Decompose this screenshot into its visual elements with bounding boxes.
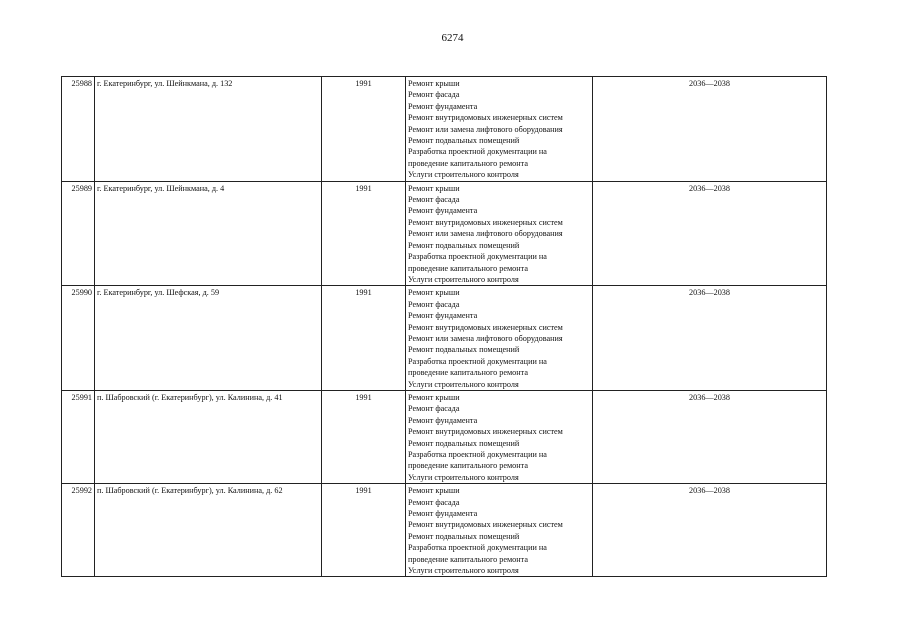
building-address: п. Шабровский (г. Екатеринбург), ул. Калинина, д. 41 [95, 390, 322, 483]
work-item: Ремонт подвальных помещений [408, 531, 520, 541]
commissioning-year: 1991 [322, 286, 406, 391]
work-item: Услуги строительного контроля [408, 274, 519, 284]
work-item: проведение капитального ремонта [408, 158, 528, 168]
works-list [406, 286, 593, 391]
row-number: 25992 [62, 484, 95, 577]
work-item: Ремонт фасада [408, 195, 460, 205]
work-item: Услуги строительного контроля [408, 170, 519, 180]
row-number: 25988 [62, 77, 95, 182]
work-item: Услуги строительного контроля [408, 566, 519, 576]
work-item: Ремонт внутридомовых инженерных систем [408, 520, 563, 530]
work-item: Услуги строительного контроля [408, 472, 519, 482]
work-item: Ремонт крыши [408, 288, 460, 298]
work-item: Ремонт подвальных помещений [408, 345, 520, 355]
work-item: проведение капитального ремонта [408, 554, 528, 564]
work-item: проведение капитального ремонта [408, 263, 528, 273]
work-item: Ремонт фундамента [408, 415, 478, 425]
building-address: п. Шабровский (г. Екатеринбург), ул. Калинина, д. 62 [95, 484, 322, 577]
table-body [62, 77, 827, 577]
work-item: Ремонт фундамента [408, 311, 478, 321]
work-item: Ремонт подвальных помещений [408, 438, 520, 448]
work-item: Ремонт внутридомовых инженерных систем [408, 217, 563, 227]
commissioning-year: 1991 [322, 390, 406, 483]
repair-period: 2036—2038 [593, 390, 827, 483]
building-address: г. Екатеринбург, ул. Шейнкмана, д. 4 [95, 181, 322, 286]
work-item: Ремонт фасада [408, 497, 460, 507]
work-item: Ремонт крыши [408, 183, 460, 193]
works-list [406, 77, 593, 182]
commissioning-year: 1991 [322, 77, 406, 182]
repair-period: 2036—2038 [593, 484, 827, 577]
table-row [62, 286, 827, 391]
work-item: Ремонт фундамента [408, 509, 478, 519]
repair-period: 2036—2038 [593, 181, 827, 286]
work-item: проведение капитального ремонта [408, 368, 528, 378]
work-item: Ремонт фундамента [408, 101, 478, 111]
repair-schedule-table [61, 76, 827, 577]
work-item: Разработка проектной документации на [408, 543, 547, 553]
works-list [406, 484, 593, 577]
work-item: Ремонт крыши [408, 392, 460, 402]
work-item: проведение капитального ремонта [408, 461, 528, 471]
work-item: Ремонт внутридомовых инженерных систем [408, 427, 563, 437]
work-item: Ремонт внутридомовых инженерных систем [408, 322, 563, 332]
work-item: Ремонт фасада [408, 404, 460, 414]
table-row [62, 77, 827, 182]
row-number: 25991 [62, 390, 95, 483]
work-item: Ремонт фасада [408, 299, 460, 309]
work-item: Услуги строительного контроля [408, 379, 519, 389]
work-item: Ремонт крыши [408, 486, 460, 496]
repair-period: 2036—2038 [593, 77, 827, 182]
row-number: 25990 [62, 286, 95, 391]
work-item: Ремонт внутридомовых инженерных систем [408, 113, 563, 123]
page-number: 6274 [441, 32, 464, 44]
work-item: Ремонт крыши [408, 79, 460, 88]
work-item: Разработка проектной документации на [408, 147, 547, 157]
work-item: Ремонт подвальных помещений [408, 136, 520, 146]
work-item: Ремонт фасада [408, 90, 460, 100]
work-item: Ремонт фундамента [408, 206, 478, 216]
work-item: Разработка проектной документации на [408, 356, 547, 366]
works-list [406, 390, 593, 483]
table-row [62, 181, 827, 286]
work-item: Ремонт или замена лифтового оборудования [408, 124, 563, 134]
commissioning-year: 1991 [322, 484, 406, 577]
work-item: Ремонт подвальных помещений [408, 240, 520, 250]
work-item: Ремонт или замена лифтового оборудования [408, 333, 563, 343]
commissioning-year: 1991 [322, 181, 406, 286]
works-list [406, 181, 593, 286]
work-item: Разработка проектной документации на [408, 252, 547, 262]
table-row [62, 484, 827, 577]
repair-period: 2036—2038 [593, 286, 827, 391]
work-item: Ремонт или замена лифтового оборудования [408, 229, 563, 239]
table-row [62, 390, 827, 483]
building-address: г. Екатеринбург, ул. Шейнкмана, д. 132 [95, 77, 322, 182]
work-item: Разработка проектной документации на [408, 450, 547, 459]
row-number: 25989 [62, 181, 95, 286]
building-address: г. Екатеринбург, ул. Шефская, д. 59 [95, 286, 322, 391]
